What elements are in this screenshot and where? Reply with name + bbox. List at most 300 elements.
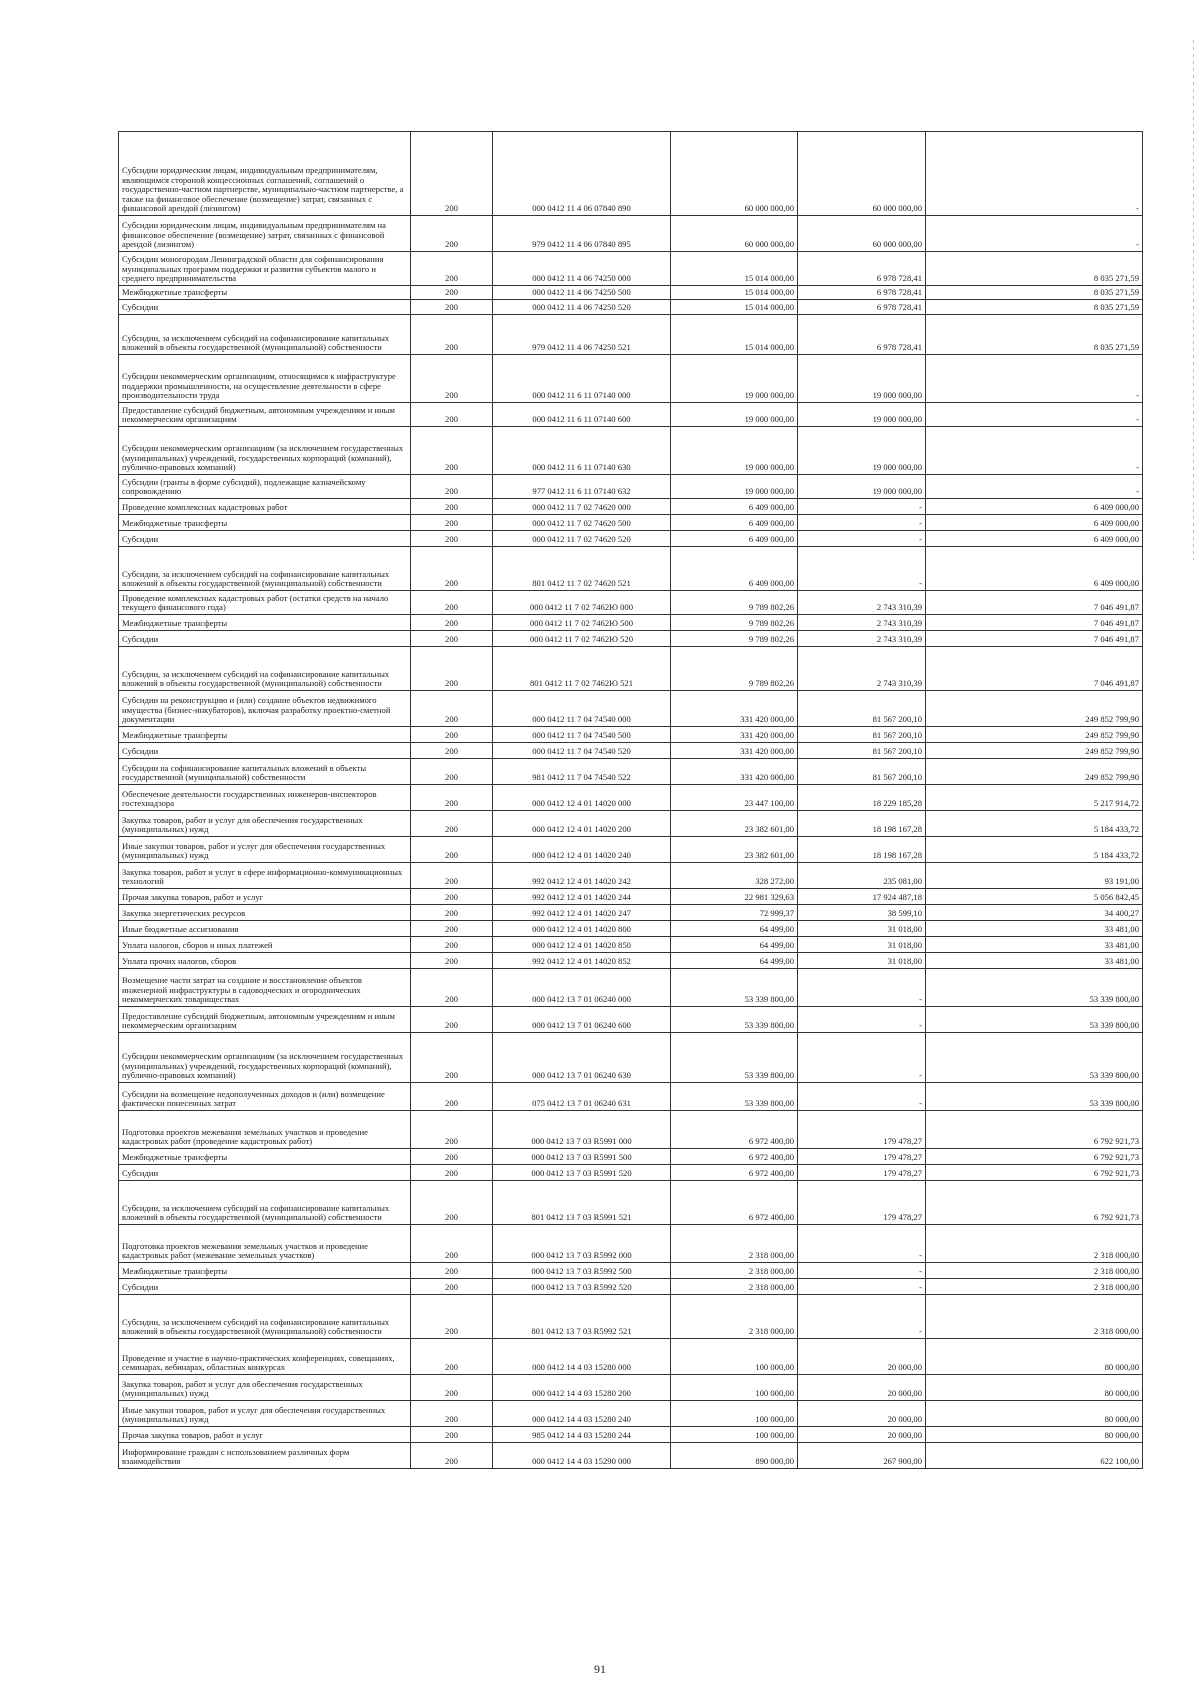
row-name-cell: Субсидии моногородам Ленинградской области для софинансирования муниципальных программ поддержки и развития субъектов малого и среднего предпринимательства	[119, 252, 411, 286]
row-executed-cell: 81 567 200,10	[798, 691, 926, 727]
table-row	[119, 937, 1143, 953]
row-approved-cell: 9 789 802,26	[671, 591, 798, 615]
row-kbk-cell: 000 0412 13 7 03 R5991 000	[493, 1111, 671, 1149]
row-name-cell: Межбюджетные трансферты	[119, 1263, 411, 1279]
row-approved-cell: 100 000,00	[671, 1401, 798, 1427]
row-remaining-cell: 7 046 491,87	[926, 615, 1143, 631]
row-kbk-cell: 977 0412 11 6 11 07140 632	[493, 475, 671, 499]
row-executed-cell: -	[798, 1083, 926, 1111]
row-name-cell: Проведение и участие в научно-практических конференциях, совещаниях, семинарах, вебинарах, областных конкурсах	[119, 1339, 411, 1375]
row-name-cell: Информирование граждан с использованием различных форм взаимодействия	[119, 1443, 411, 1469]
row-name-cell: Закупка товаров, работ и услуг для обеспечения государственных (муниципальных) нужд	[119, 1375, 411, 1401]
row-remaining-cell: 6 792 921,73	[926, 1149, 1143, 1165]
table-row	[119, 727, 1143, 743]
row-executed-cell: 20 000,00	[798, 1401, 926, 1427]
row-remaining-cell: 80 000,00	[926, 1375, 1143, 1401]
row-code-cell: 200	[411, 1339, 493, 1375]
row-kbk-cell: 979 0412 11 4 06 07840 895	[493, 216, 671, 252]
row-code-cell: 200	[411, 1375, 493, 1401]
table-row	[119, 1111, 1143, 1149]
row-remaining-cell: 93 191,00	[926, 863, 1143, 889]
row-code-cell: 200	[411, 785, 493, 811]
row-executed-cell: -	[798, 969, 926, 1007]
row-executed-cell: 267 900,00	[798, 1443, 926, 1469]
table-row	[119, 286, 1143, 300]
row-executed-cell: 2 743 310,39	[798, 631, 926, 647]
row-executed-cell: 6 978 728,41	[798, 300, 926, 315]
row-approved-cell: 15 014 000,00	[671, 286, 798, 300]
row-executed-cell: 31 018,00	[798, 953, 926, 969]
table-row	[119, 969, 1143, 1007]
row-code-cell: 200	[411, 499, 493, 515]
row-name-cell: Субсидии некоммерческим организациям (за исключением государственных (муниципальных) учреждений, государственных корпораций (компаний), публично-правовых компаний)	[119, 427, 411, 475]
row-kbk-cell: 000 0412 11 7 02 74620 000	[493, 499, 671, 515]
row-executed-cell: 179 478,27	[798, 1111, 926, 1149]
row-code-cell: 200	[411, 1181, 493, 1225]
row-kbk-cell: 000 0412 11 6 11 07140 630	[493, 427, 671, 475]
row-kbk-cell: 801 0412 13 7 03 R5991 521	[493, 1181, 671, 1225]
row-name-cell: Прочая закупка товаров, работ и услуг	[119, 889, 411, 905]
table-row	[119, 1083, 1143, 1111]
row-executed-cell: -	[798, 1033, 926, 1083]
row-code-cell: 200	[411, 1033, 493, 1083]
row-name-cell: Межбюджетные трансферты	[119, 515, 411, 531]
row-executed-cell: 19 000 000,00	[798, 475, 926, 499]
row-code-cell: 200	[411, 727, 493, 743]
row-code-cell: 200	[411, 1263, 493, 1279]
row-kbk-cell: 000 0412 12 4 01 14020 850	[493, 937, 671, 953]
row-name-cell: Субсидии юридическим лицам, индивидуальным предпринимателям, являющимся стороной концессионных соглашений, соглашений о государственно-частном партнерстве, муниципально-частном партнерстве, а также на финансовое обеспечение (возмещение) затрат, связанных с финансовой арендой (лизингом)	[119, 132, 411, 216]
row-name-cell: Субсидии некоммерческим организациям, относящимся к инфраструктуре поддержки промышленности, на осуществление деятельности в сфере производительности труда	[119, 355, 411, 403]
table-row	[119, 743, 1143, 759]
row-kbk-cell: 000 0412 11 7 02 74620 520	[493, 531, 671, 547]
row-remaining-cell: 2 318 000,00	[926, 1225, 1143, 1263]
row-remaining-cell: 6 409 000,00	[926, 499, 1143, 515]
row-code-cell: 200	[411, 547, 493, 591]
row-kbk-cell: 000 0412 11 7 02 7462Ю 500	[493, 615, 671, 631]
row-code-cell: 200	[411, 1295, 493, 1339]
row-name-cell: Субсидии на реконструкцию и (или) создание объектов недвижимого имущества (бизнес-инкубаторов), включая разработку проектно-сметной документации	[119, 691, 411, 727]
row-code-cell: 200	[411, 1083, 493, 1111]
table-row	[119, 499, 1143, 515]
row-executed-cell: 81 567 200,10	[798, 759, 926, 785]
row-code-cell: 200	[411, 615, 493, 631]
table-row	[119, 132, 1143, 216]
row-kbk-cell: 979 0412 11 4 06 74250 521	[493, 315, 671, 355]
row-approved-cell: 100 000,00	[671, 1339, 798, 1375]
row-remaining-cell: 5 217 914,72	[926, 785, 1143, 811]
row-kbk-cell: 000 0412 11 4 06 74250 520	[493, 300, 671, 315]
row-executed-cell: -	[798, 1007, 926, 1033]
row-kbk-cell: 992 0412 12 4 01 14020 247	[493, 905, 671, 921]
row-kbk-cell: 000 0412 11 7 04 74540 000	[493, 691, 671, 727]
row-kbk-cell: 000 0412 11 7 02 7462Ю 000	[493, 591, 671, 615]
row-executed-cell: -	[798, 1295, 926, 1339]
row-executed-cell: 38 599,10	[798, 905, 926, 921]
row-name-cell: Субсидии, за исключением субсидий на софинансирование капитальных вложений в объекты государственной (муниципальной) собственности	[119, 1181, 411, 1225]
row-executed-cell: -	[798, 1263, 926, 1279]
row-code-cell: 200	[411, 1007, 493, 1033]
table-row	[119, 889, 1143, 905]
row-approved-cell: 6 972 400,00	[671, 1149, 798, 1165]
row-code-cell: 200	[411, 1165, 493, 1181]
row-remaining-cell: 6 409 000,00	[926, 531, 1143, 547]
row-code-cell: 200	[411, 355, 493, 403]
row-code-cell: 200	[411, 591, 493, 615]
row-code-cell: 200	[411, 631, 493, 647]
row-code-cell: 200	[411, 403, 493, 427]
row-remaining-cell: 53 339 800,00	[926, 1083, 1143, 1111]
row-code-cell: 200	[411, 427, 493, 475]
row-name-cell: Субсидии	[119, 1165, 411, 1181]
row-code-cell: 200	[411, 969, 493, 1007]
row-code-cell: 200	[411, 837, 493, 863]
row-name-cell: Субсидии на возмещение недополученных доходов и (или) возмещение фактически понесенных затрат	[119, 1083, 411, 1111]
row-code-cell: 200	[411, 863, 493, 889]
row-approved-cell: 331 420 000,00	[671, 691, 798, 727]
row-kbk-cell: 000 0412 11 7 02 7462Ю 520	[493, 631, 671, 647]
table-row	[119, 1007, 1143, 1033]
table-row	[119, 905, 1143, 921]
row-executed-cell: 20 000,00	[798, 1375, 926, 1401]
row-remaining-cell: 33 481,00	[926, 937, 1143, 953]
row-remaining-cell: 33 481,00	[926, 921, 1143, 937]
row-approved-cell: 19 000 000,00	[671, 355, 798, 403]
row-executed-cell: 20 000,00	[798, 1339, 926, 1375]
row-executed-cell: 17 924 487,18	[798, 889, 926, 905]
row-name-cell: Субсидии некоммерческим организациям (за исключением государственных (муниципальных) учреждений, государственных корпораций (компаний), публично-правовых компаний)	[119, 1033, 411, 1083]
row-kbk-cell: 000 0412 11 7 04 74540 520	[493, 743, 671, 759]
row-remaining-cell: 2 318 000,00	[926, 1263, 1143, 1279]
row-executed-cell: -	[798, 499, 926, 515]
row-kbk-cell: 992 0412 12 4 01 14020 244	[493, 889, 671, 905]
scan-edge-marks	[1193, 40, 1194, 560]
row-approved-cell: 60 000 000,00	[671, 216, 798, 252]
table-row	[119, 1279, 1143, 1295]
row-kbk-cell: 075 0412 13 7 01 06240 631	[493, 1083, 671, 1111]
row-remaining-cell: 34 400,27	[926, 905, 1143, 921]
row-executed-cell: -	[798, 515, 926, 531]
row-approved-cell: 6 972 400,00	[671, 1111, 798, 1149]
table-row	[119, 811, 1143, 837]
row-code-cell: 200	[411, 216, 493, 252]
row-kbk-cell: 000 0412 12 4 01 14020 000	[493, 785, 671, 811]
table-row	[119, 403, 1143, 427]
row-name-cell: Субсидии на софинансирование капитальных вложений в объекты государственной (муниципальной) собственности	[119, 759, 411, 785]
row-executed-cell: 179 478,27	[798, 1181, 926, 1225]
row-approved-cell: 6 972 400,00	[671, 1181, 798, 1225]
row-kbk-cell: 000 0412 13 7 03 R5991 520	[493, 1165, 671, 1181]
table-row	[119, 1033, 1143, 1083]
row-remaining-cell: 80 000,00	[926, 1401, 1143, 1427]
row-code-cell: 200	[411, 921, 493, 937]
row-approved-cell: 53 339 800,00	[671, 1033, 798, 1083]
row-code-cell: 200	[411, 811, 493, 837]
row-approved-cell: 6 409 000,00	[671, 547, 798, 591]
row-executed-cell: -	[798, 547, 926, 591]
row-remaining-cell: 7 046 491,87	[926, 591, 1143, 615]
row-approved-cell: 72 999,37	[671, 905, 798, 921]
row-name-cell: Субсидии	[119, 631, 411, 647]
table-row	[119, 837, 1143, 863]
row-remaining-cell: -	[926, 475, 1143, 499]
row-kbk-cell: 801 0412 13 7 03 R5992 521	[493, 1295, 671, 1339]
row-approved-cell: 19 000 000,00	[671, 427, 798, 475]
row-code-cell: 200	[411, 1279, 493, 1295]
row-code-cell: 200	[411, 953, 493, 969]
row-approved-cell: 53 339 800,00	[671, 1083, 798, 1111]
row-approved-cell: 328 272,00	[671, 863, 798, 889]
row-executed-cell: 179 478,27	[798, 1149, 926, 1165]
row-executed-cell: 6 978 728,41	[798, 315, 926, 355]
row-remaining-cell: 622 100,00	[926, 1443, 1143, 1469]
row-name-cell: Проведение комплексных кадастровых работ (остатки средств на начало текущего финансового года)	[119, 591, 411, 615]
row-code-cell: 200	[411, 759, 493, 785]
row-kbk-cell: 985 0412 14 4 03 15280 244	[493, 1427, 671, 1443]
row-code-cell: 200	[411, 315, 493, 355]
row-approved-cell: 15 014 000,00	[671, 300, 798, 315]
row-kbk-cell: 000 0412 11 4 06 07840 890	[493, 132, 671, 216]
row-remaining-cell: 5 184 433,72	[926, 811, 1143, 837]
row-approved-cell: 64 499,00	[671, 921, 798, 937]
row-remaining-cell: 249 852 799,90	[926, 691, 1143, 727]
row-kbk-cell: 000 0412 13 7 03 R5992 500	[493, 1263, 671, 1279]
row-executed-cell: 6 978 728,41	[798, 252, 926, 286]
table-row	[119, 1401, 1143, 1427]
row-code-cell: 200	[411, 743, 493, 759]
row-remaining-cell: 80 000,00	[926, 1339, 1143, 1375]
row-kbk-cell: 000 0412 13 7 01 06240 000	[493, 969, 671, 1007]
table-row	[119, 953, 1143, 969]
row-remaining-cell: 6 792 921,73	[926, 1111, 1143, 1149]
row-approved-cell: 53 339 800,00	[671, 969, 798, 1007]
row-kbk-cell: 981 0412 11 7 04 74540 522	[493, 759, 671, 785]
row-remaining-cell: 5 056 842,45	[926, 889, 1143, 905]
table-row	[119, 1427, 1143, 1443]
row-executed-cell: 18 198 167,28	[798, 837, 926, 863]
row-remaining-cell: 7 046 491,87	[926, 647, 1143, 691]
table-row	[119, 631, 1143, 647]
row-code-cell: 200	[411, 1427, 493, 1443]
row-approved-cell: 53 339 800,00	[671, 1007, 798, 1033]
row-executed-cell: 235 081,00	[798, 863, 926, 889]
row-name-cell: Иные бюджетные ассигнования	[119, 921, 411, 937]
row-name-cell: Иные закупки товаров, работ и услуг для обеспечения государственных (муниципальных) нужд	[119, 1401, 411, 1427]
row-kbk-cell: 000 0412 14 4 03 15280 240	[493, 1401, 671, 1427]
row-kbk-cell: 000 0412 14 4 03 15290 000	[493, 1443, 671, 1469]
row-name-cell: Субсидии	[119, 743, 411, 759]
row-code-cell: 200	[411, 889, 493, 905]
row-name-cell: Субсидии	[119, 1279, 411, 1295]
row-name-cell: Проведение комплексных кадастровых работ	[119, 499, 411, 515]
row-remaining-cell: 8 035 271,59	[926, 252, 1143, 286]
row-executed-cell: 31 018,00	[798, 921, 926, 937]
row-code-cell: 200	[411, 647, 493, 691]
row-approved-cell: 9 789 802,26	[671, 631, 798, 647]
row-approved-cell: 23 382 601,00	[671, 811, 798, 837]
row-code-cell: 200	[411, 1225, 493, 1263]
page-number: 91	[594, 1662, 606, 1676]
row-remaining-cell: -	[926, 216, 1143, 252]
table-row	[119, 315, 1143, 355]
row-name-cell: Уплата прочих налогов, сборов	[119, 953, 411, 969]
row-remaining-cell: -	[926, 132, 1143, 216]
row-remaining-cell: 2 318 000,00	[926, 1295, 1143, 1339]
row-kbk-cell: 000 0412 14 4 03 15280 000	[493, 1339, 671, 1375]
row-executed-cell: 2 743 310,39	[798, 647, 926, 691]
row-kbk-cell: 000 0412 13 7 01 06240 600	[493, 1007, 671, 1033]
row-remaining-cell: 249 852 799,90	[926, 727, 1143, 743]
row-name-cell: Прочая закупка товаров, работ и услуг	[119, 1427, 411, 1443]
row-kbk-cell: 000 0412 13 7 03 R5992 000	[493, 1225, 671, 1263]
row-remaining-cell: 5 184 433,72	[926, 837, 1143, 863]
row-kbk-cell: 000 0412 11 7 02 74620 500	[493, 515, 671, 531]
row-remaining-cell: 53 339 800,00	[926, 969, 1143, 1007]
row-remaining-cell: 249 852 799,90	[926, 743, 1143, 759]
row-name-cell: Субсидии	[119, 531, 411, 547]
row-executed-cell: 18 198 167,28	[798, 811, 926, 837]
row-approved-cell: 19 000 000,00	[671, 403, 798, 427]
row-executed-cell: -	[798, 531, 926, 547]
row-name-cell: Субсидии	[119, 300, 411, 315]
row-approved-cell: 9 789 802,26	[671, 647, 798, 691]
row-code-cell: 200	[411, 475, 493, 499]
row-executed-cell: 2 743 310,39	[798, 591, 926, 615]
row-remaining-cell: 7 046 491,87	[926, 631, 1143, 647]
table-row	[119, 785, 1143, 811]
row-name-cell: Субсидии, за исключением субсидий на софинансирование капитальных вложений в объекты государственной (муниципальной) собственности	[119, 647, 411, 691]
row-approved-cell: 6 972 400,00	[671, 1165, 798, 1181]
row-approved-cell: 890 000,00	[671, 1443, 798, 1469]
row-executed-cell: -	[798, 1225, 926, 1263]
row-remaining-cell: 2 318 000,00	[926, 1279, 1143, 1295]
row-approved-cell: 9 789 802,26	[671, 615, 798, 631]
row-executed-cell: 20 000,00	[798, 1427, 926, 1443]
row-remaining-cell: 6 792 921,73	[926, 1165, 1143, 1181]
row-remaining-cell: 6 792 921,73	[926, 1181, 1143, 1225]
table-row	[119, 647, 1143, 691]
row-kbk-cell: 000 0412 11 7 04 74540 500	[493, 727, 671, 743]
row-remaining-cell: 8 035 271,59	[926, 286, 1143, 300]
row-remaining-cell: 53 339 800,00	[926, 1033, 1143, 1083]
row-code-cell: 200	[411, 937, 493, 953]
row-name-cell: Субсидии, за исключением субсидий на софинансирование капитальных вложений в объекты государственной (муниципальной) собственности	[119, 1295, 411, 1339]
row-kbk-cell: 992 0412 12 4 01 14020 242	[493, 863, 671, 889]
row-name-cell: Межбюджетные трансферты	[119, 615, 411, 631]
row-executed-cell: 19 000 000,00	[798, 403, 926, 427]
table-row	[119, 591, 1143, 615]
row-approved-cell: 23 447 100,00	[671, 785, 798, 811]
row-code-cell: 200	[411, 515, 493, 531]
row-name-cell: Обеспечение деятельности государственных инженеров-инспекторов гостехнадзора	[119, 785, 411, 811]
table-row	[119, 475, 1143, 499]
table-row	[119, 691, 1143, 727]
row-name-cell: Предоставление субсидий бюджетным, автономным учреждениям и иным некоммерческим организациям	[119, 403, 411, 427]
row-code-cell: 200	[411, 1149, 493, 1165]
row-executed-cell: 60 000 000,00	[798, 132, 926, 216]
row-approved-cell: 100 000,00	[671, 1427, 798, 1443]
row-approved-cell: 60 000 000,00	[671, 132, 798, 216]
row-kbk-cell: 000 0412 12 4 01 14020 240	[493, 837, 671, 863]
row-executed-cell: 2 743 310,39	[798, 615, 926, 631]
row-code-cell: 200	[411, 300, 493, 315]
table-row	[119, 1263, 1143, 1279]
row-name-cell: Закупка товаров, работ и услуг в сфере информационно-коммуникационных технологий	[119, 863, 411, 889]
table-row	[119, 921, 1143, 937]
table-row	[119, 1375, 1143, 1401]
row-kbk-cell: 000 0412 13 7 03 R5992 520	[493, 1279, 671, 1295]
row-kbk-cell: 992 0412 12 4 01 14020 852	[493, 953, 671, 969]
row-name-cell: Возмещение части затрат на создание и восстановление объектов инженерной инфраструктуры в садоводческих и огороднических некоммерческих товариществах	[119, 969, 411, 1007]
row-remaining-cell: 8 035 271,59	[926, 315, 1143, 355]
row-approved-cell: 100 000,00	[671, 1375, 798, 1401]
row-executed-cell: 81 567 200,10	[798, 727, 926, 743]
row-approved-cell: 6 409 000,00	[671, 531, 798, 547]
table-row	[119, 427, 1143, 475]
row-kbk-cell: 000 0412 11 6 11 07140 600	[493, 403, 671, 427]
table-row	[119, 615, 1143, 631]
row-name-cell: Межбюджетные трансферты	[119, 1149, 411, 1165]
row-name-cell: Уплата налогов, сборов и иных платежей	[119, 937, 411, 953]
row-remaining-cell: 53 339 800,00	[926, 1007, 1143, 1033]
row-name-cell: Закупка энергетических ресурсов	[119, 905, 411, 921]
row-executed-cell: 6 978 728,41	[798, 286, 926, 300]
row-name-cell: Предоставление субсидий бюджетным, автономным учреждениям и иным некоммерческим организациям	[119, 1007, 411, 1033]
row-code-cell: 200	[411, 252, 493, 286]
row-code-cell: 200	[411, 531, 493, 547]
row-remaining-cell: 249 852 799,90	[926, 759, 1143, 785]
row-name-cell: Субсидии, за исключением субсидий на софинансирование капитальных вложений в объекты государственной (муниципальной) собственности	[119, 315, 411, 355]
row-name-cell: Иные закупки товаров, работ и услуг для обеспечения государственных (муниципальных) нужд	[119, 837, 411, 863]
table-row	[119, 515, 1143, 531]
row-kbk-cell: 801 0412 11 7 02 7462Ю 521	[493, 647, 671, 691]
table-row	[119, 300, 1143, 315]
row-kbk-cell: 000 0412 13 7 01 06240 630	[493, 1033, 671, 1083]
table-row	[119, 1149, 1143, 1165]
table-body	[119, 132, 1143, 1469]
row-executed-cell: 19 000 000,00	[798, 427, 926, 475]
row-executed-cell: 18 229 185,28	[798, 785, 926, 811]
row-name-cell: Подготовка проектов межевания земельных участков и проведение кадастровых работ (проведение кадастровых работ)	[119, 1111, 411, 1149]
row-approved-cell: 331 420 000,00	[671, 743, 798, 759]
table-row	[119, 759, 1143, 785]
row-approved-cell: 15 014 000,00	[671, 315, 798, 355]
table-row	[119, 1295, 1143, 1339]
row-code-cell: 200	[411, 691, 493, 727]
table-row	[119, 1165, 1143, 1181]
row-remaining-cell: 33 481,00	[926, 953, 1143, 969]
row-code-cell: 200	[411, 1111, 493, 1149]
row-code-cell: 200	[411, 1401, 493, 1427]
row-approved-cell: 331 420 000,00	[671, 727, 798, 743]
row-approved-cell: 19 000 000,00	[671, 475, 798, 499]
row-remaining-cell: -	[926, 427, 1143, 475]
row-approved-cell: 2 318 000,00	[671, 1263, 798, 1279]
row-executed-cell: 31 018,00	[798, 937, 926, 953]
table-row	[119, 1181, 1143, 1225]
table-row	[119, 547, 1143, 591]
row-executed-cell: 179 478,27	[798, 1165, 926, 1181]
table-row	[119, 863, 1143, 889]
row-approved-cell: 64 499,00	[671, 953, 798, 969]
row-remaining-cell: 80 000,00	[926, 1427, 1143, 1443]
row-kbk-cell: 000 0412 13 7 03 R5991 500	[493, 1149, 671, 1165]
row-kbk-cell: 000 0412 11 4 06 74250 500	[493, 286, 671, 300]
row-approved-cell: 331 420 000,00	[671, 759, 798, 785]
row-name-cell: Подготовка проектов межевания земельных участков и проведение кадастровых работ (межевание земельных участков)	[119, 1225, 411, 1263]
row-kbk-cell: 000 0412 11 6 11 07140 000	[493, 355, 671, 403]
row-remaining-cell: 8 035 271,59	[926, 300, 1143, 315]
